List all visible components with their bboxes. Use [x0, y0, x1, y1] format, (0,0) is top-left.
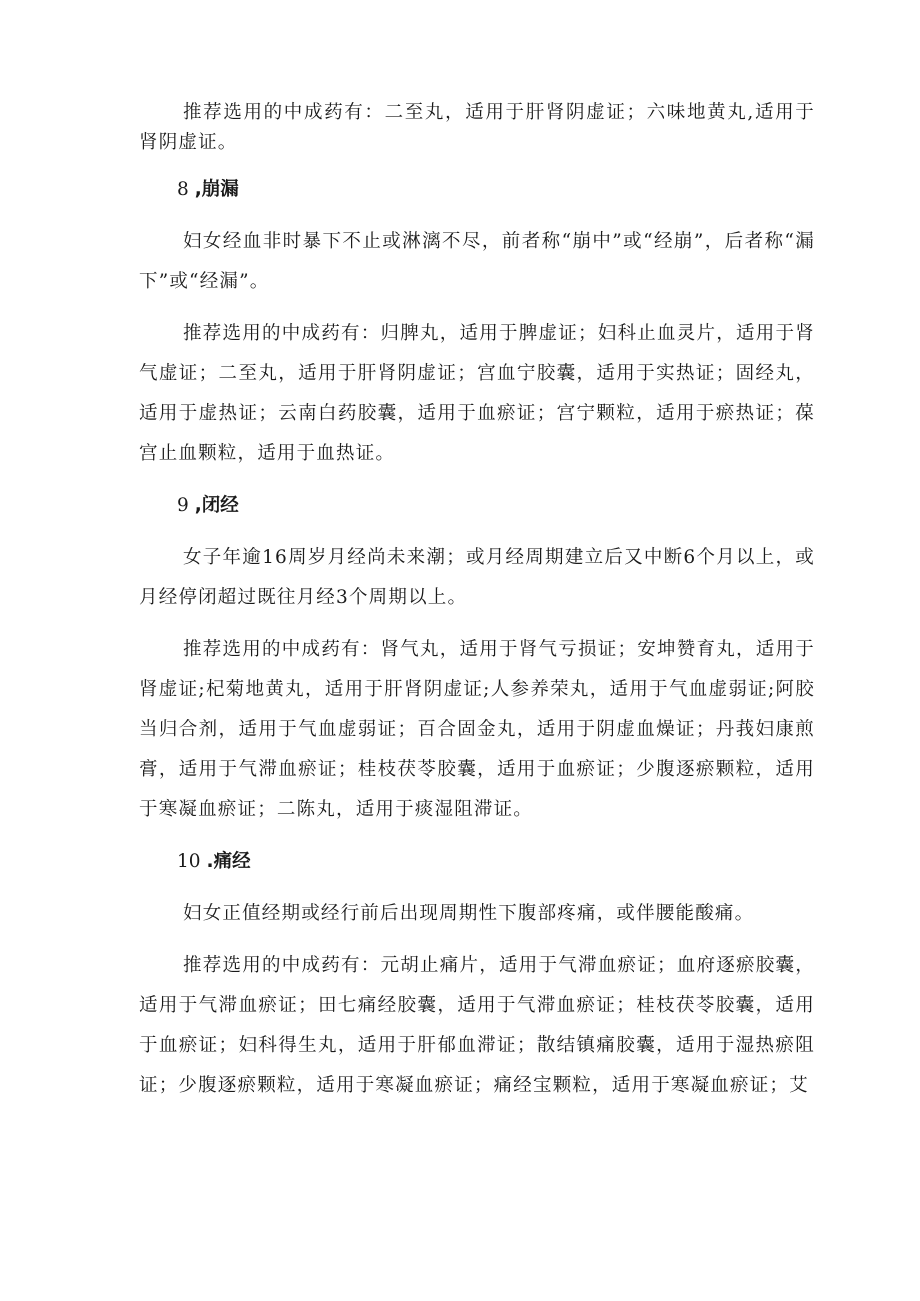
- spacer: [139, 934, 815, 946]
- spacer: [139, 618, 815, 630]
- section-title: .痛经: [206, 851, 251, 872]
- paragraph-drugs-amenorrhea: 推荐选用的中成药有：肾气丸，适用于肾气亏损证；安坤赞育丸，适用于肾虚证;杞菊地黄丸，适用于肝肾阴虚证;人参养荣丸，适用于气血虚弱证;阿胶当归合剂，适用于气血虚弱证；百合固金丸，适用于阴虚血燥证；丹莪妇康煎膏，适用于气滞血瘀证；桂枝茯苓胶囊，适用于血瘀证；少腹逐瘀颗粒，适用于寒凝血瘀证；二陈丸，适用于痰湿阻滞证。: [139, 639, 815, 820]
- spacer: [139, 526, 815, 538]
- paragraph-definition-bengl: 妇女经血非时暴下不止或淋漓不尽，前者称“崩中”或“经崩”，后者称“漏下”或“经漏”。: [139, 231, 815, 292]
- section-title: ,崩漏: [194, 179, 239, 200]
- spacer: [139, 474, 815, 486]
- paragraph-definition-dysmenorrhea: 妇女正值经期或经行前后出现周期性下腹部疼痛，或伴腰能酸痛。: [183, 903, 755, 924]
- paragraph-drugs-dysmenorrhea: 推荐选用的中成药有：元胡止痛片，适用于气滞血瘀证；血府逐瘀胶囊，适用于气滞血瘀证；田七痛经胶囊，适用于气滞血瘀证；桂枝茯苓胶囊，适用于血瘀证；妇科得生丸，适用于肝郁血滞证；散结镇痛胶囊，适用于湿热瘀阻证；少腹逐瘀颗粒，适用于寒凝血瘀证；痛经宝颗粒，适用于寒凝血瘀证；艾: [139, 955, 815, 1096]
- paragraph-drugs-bengl: 推荐选用的中成药有：归脾丸，适用于脾虚证；妇科止血灵片，适用于肾气虚证；二至丸，适用于肝肾阴虚证；宫血宁胶囊，适用于实热证；固经丸，适用于虚热证；云南白药胶囊，适用于血瘀证；宫宁颗粒，适用于瘀热证；葆宫止血颗粒，适用于血热证。: [139, 323, 815, 464]
- section-title: ,闭经: [194, 495, 239, 516]
- section-number: 8: [177, 179, 189, 200]
- spacer: [139, 830, 815, 842]
- spacer: [139, 158, 815, 170]
- section-heading-9: [139, 486, 815, 526]
- section-number: 9: [177, 495, 189, 516]
- section-heading-8: [139, 170, 815, 210]
- spacer: [139, 210, 815, 222]
- paragraph-definition-amenorrhea: 女子年逾16周岁月经尚未来潮；或月经周期建立后又中断6个月以上，或月经停闭超过既往月经3个周期以上。: [139, 547, 815, 608]
- spacer: [139, 302, 815, 314]
- spacer: [139, 882, 815, 894]
- section-number: 10: [177, 851, 201, 872]
- paragraph-recommended-drugs-intro: 推荐选用的中成药有：二至丸，适用于肝肾阴虚证；六味地黄丸,适用于肾阴虚证。: [139, 102, 815, 153]
- section-heading-10: [139, 842, 815, 882]
- document-body: [139, 98, 815, 1106]
